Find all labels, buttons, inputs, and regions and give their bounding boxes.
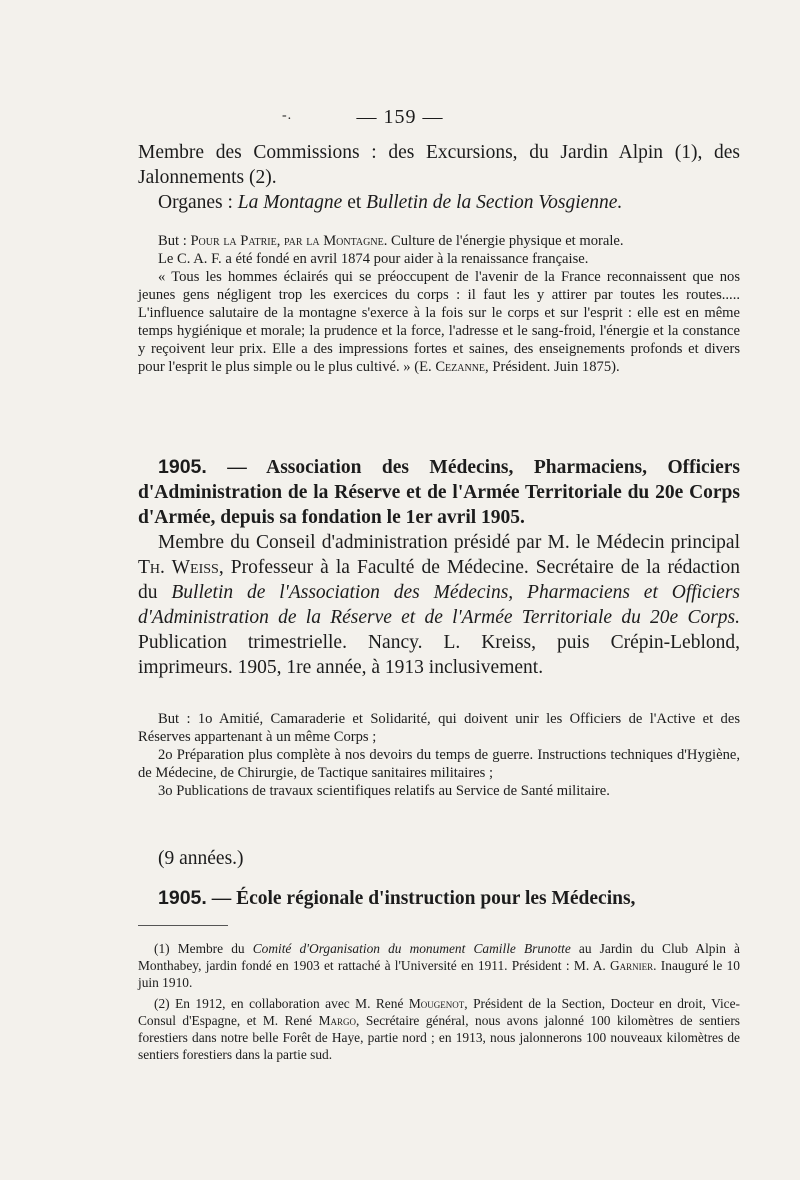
ecole-year: 1905.: [158, 887, 207, 909]
commissions-block: [138, 140, 740, 215]
but2-line-3: 3o Publications de travaux scientifiques relatifs au Service de Santé militaire.: [158, 783, 610, 799]
footnote-1-italic: Comité d'Organisation du monument Camille Brunotte: [252, 941, 571, 956]
margo-name: Margo: [318, 1013, 356, 1028]
association-body: [138, 530, 740, 680]
footnote-2-b: , Président de la Section, Docteur en droit, Vice-Consul d'Espagne, et M. René: [138, 996, 741, 1028]
footnote-rule: [138, 925, 228, 926]
footnote-1-a: (1) Membre du: [154, 941, 253, 956]
but-rest: Culture de l'énergie physique et morale.: [387, 233, 624, 249]
footnote-2-c: , Secrétaire général, nous avons jalonné 100 kilomètres de sentiers forestiers dans notre belle Forêt de Haye, partie nord ; en 1913, nous jalonnerons 100 nouveaux kilomètres de sentiers forestiers dans la partie sud.: [138, 1013, 740, 1062]
weiss-name: Th. Weiss: [138, 557, 219, 578]
association-block: [138, 455, 740, 680]
organes-mid: et: [342, 192, 367, 213]
footnote-1-c: . Inauguré le 10 juin 1910.: [138, 958, 740, 990]
association-year: 1905.: [158, 456, 207, 478]
organes-title-2: Bulletin de la Section Vosgienne.: [366, 192, 623, 213]
ecole-title: — École régionale d'instruction pour les Médecins,: [206, 888, 636, 909]
nine-years: (9 années.): [158, 848, 244, 869]
page-number-text: — 159 —: [356, 106, 444, 128]
organes-prefix: Organes :: [158, 192, 238, 213]
footnote-1-b: au Jardin du Club Alpin à Monthabey, jardin fondé en 1903 et rattaché à l'Université en 1911. Président : M. A.: [138, 941, 740, 973]
association-body-b: , Professeur à la Faculté de Médecine. Secrétaire de la rédaction du: [138, 557, 740, 603]
but-line: [138, 232, 740, 250]
commissions-line: Membre des Commissions : des Excursions, du Jardin Alpin (1), des Jalonnements (2).: [138, 142, 740, 188]
association-body-c: Publication trimestrielle. Nancy. L. Kreiss, puis Crépin-Leblond, imprimeurs. 1905, 1re année, à 1913 inclusivement.: [138, 632, 740, 678]
but2-line-2: 2o Préparation plus complète à nos devoirs du temps de guerre. Instructions techniques d'Hygiène, de Médecine, de Chirurgie, de Tactique sanitaires militaires ;: [138, 747, 740, 781]
footnote-1: [138, 940, 740, 991]
but2-line-1: But : 1o Amitié, Camaraderie et Solidarité, qui doivent unir les Officiers de l'Active et des Réserves appartenant à un même Corps ;: [138, 711, 740, 745]
association-heading: [138, 455, 740, 530]
quote-author: Cezanne: [435, 359, 486, 375]
footnote-2-a: (2) En 1912, en collaboration avec M. René: [154, 996, 409, 1011]
association-title: — Association des Médecins, Pharmaciens, Officiers d'Administration de la Réserve et de l'Armée Territoriale du 20e Corps d'Armée, depuis sa fondation le 1er avril 1905.: [138, 457, 740, 528]
garnier-name: Garnier: [610, 958, 654, 973]
quote-text: « Tous les hommes éclairés qui se préoccupent de l'avenir de la France reconnaissent que nos jeunes gens négligent trop les exercices du corps : il faut les y attirer par toutes les routes..... L'influence salutaire de la montagne s'exerce à la fois sur le corps et sur l'esprit : elle est en même temps hygiénique et morale; la prudence et la force, l'adresse et le sang-froid, l'énergie et la constance y reçoivent leur prix. Elle a des impressions fortes et saines, des enseignements profonds et divers pour l'esprit le plus simple ou le plus cultivé. » (E.: [138, 269, 740, 375]
bulletin-title: Bulletin de l'Association des Médecins, Pharmaciens et Officiers d'Administration de la Réserve et de l'Armée Territoriale du 20e Corps.: [138, 582, 740, 628]
cezanne-quote: [138, 268, 740, 376]
but-block-2: [138, 710, 740, 800]
organes-line: [138, 190, 740, 215]
ecole-heading: [138, 886, 740, 911]
page-number: [0, 106, 800, 129]
founded-line: Le C. A. F. a été fondé en avril 1874 pour aider à la renaissance française.: [158, 251, 589, 267]
page-mark: -.: [282, 108, 293, 123]
but-motto: Pour la Patrie, par la Montagne.: [190, 233, 388, 249]
footnotes: [138, 940, 740, 1063]
footnote-2: [138, 995, 740, 1063]
quote-end: , Président. Juin 1875).: [485, 359, 620, 375]
ecole-block: [138, 886, 740, 911]
association-body-a: Membre du Conseil d'administration présidé par M. le Médecin principal: [158, 532, 740, 553]
but-block-1: [138, 232, 740, 376]
mougenot-name: Mougenot: [408, 996, 465, 1011]
organes-title-1: La Montagne: [237, 192, 343, 213]
nine-years-block: [138, 846, 740, 871]
but-prefix: But :: [158, 233, 191, 249]
